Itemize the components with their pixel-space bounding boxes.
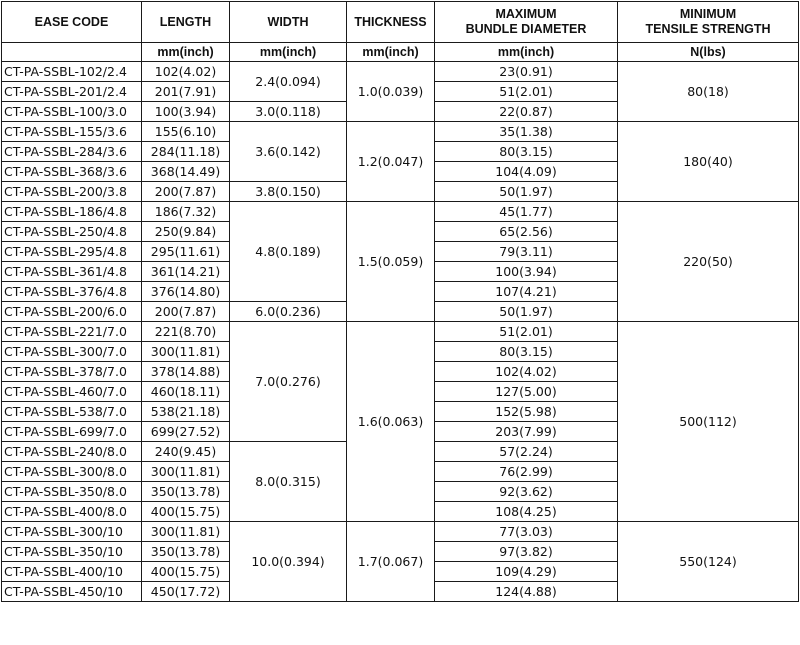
cell-thickness: 1.7(0.067) bbox=[347, 522, 435, 602]
units-bundle: mm(inch) bbox=[435, 43, 618, 62]
cell-length: 400(15.75) bbox=[142, 562, 230, 582]
units-code-blank bbox=[2, 43, 142, 62]
table-row bbox=[2, 522, 799, 542]
cell-bundle: 22(0.87) bbox=[435, 102, 618, 122]
cell-length: 100(3.94) bbox=[142, 102, 230, 122]
cell-code: CT-PA-SSBL-450/10 bbox=[2, 582, 142, 602]
cell-bundle: 23(0.91) bbox=[435, 62, 618, 82]
cell-length: 201(7.91) bbox=[142, 82, 230, 102]
cell-length: 200(7.87) bbox=[142, 302, 230, 322]
cell-length: 460(18.11) bbox=[142, 382, 230, 402]
cell-bundle: 109(4.29) bbox=[435, 562, 618, 582]
units-thickness: mm(inch) bbox=[347, 43, 435, 62]
cell-code: CT-PA-SSBL-538/7.0 bbox=[2, 402, 142, 422]
cell-length: 186(7.32) bbox=[142, 202, 230, 222]
cell-code: CT-PA-SSBL-350/10 bbox=[2, 542, 142, 562]
header-bundle-diameter: MAXIMUM BUNDLE DIAMETER bbox=[435, 2, 618, 43]
cell-bundle: 100(3.94) bbox=[435, 262, 618, 282]
cell-length: 538(21.18) bbox=[142, 402, 230, 422]
cell-bundle: 50(1.97) bbox=[435, 182, 618, 202]
cell-code: CT-PA-SSBL-284/3.6 bbox=[2, 142, 142, 162]
cell-length: 295(11.61) bbox=[142, 242, 230, 262]
cell-length: 361(14.21) bbox=[142, 262, 230, 282]
cell-code: CT-PA-SSBL-350/8.0 bbox=[2, 482, 142, 502]
cell-code: CT-PA-SSBL-376/4.8 bbox=[2, 282, 142, 302]
table-header bbox=[2, 2, 799, 62]
cell-length: 250(9.84) bbox=[142, 222, 230, 242]
cell-length: 400(15.75) bbox=[142, 502, 230, 522]
header-width: WIDTH bbox=[230, 2, 347, 43]
cell-thickness: 1.2(0.047) bbox=[347, 122, 435, 202]
cell-bundle: 203(7.99) bbox=[435, 422, 618, 442]
cell-length: 699(27.52) bbox=[142, 422, 230, 442]
cell-length: 450(17.72) bbox=[142, 582, 230, 602]
cell-code: CT-PA-SSBL-368/3.6 bbox=[2, 162, 142, 182]
cell-code: CT-PA-SSBL-200/3.8 bbox=[2, 182, 142, 202]
cell-length: 350(13.78) bbox=[142, 542, 230, 562]
cell-bundle: 97(3.82) bbox=[435, 542, 618, 562]
cell-width: 6.0(0.236) bbox=[230, 302, 347, 322]
cell-bundle: 76(2.99) bbox=[435, 462, 618, 482]
cell-width: 3.0(0.118) bbox=[230, 102, 347, 122]
table-row bbox=[2, 202, 799, 222]
cell-bundle: 51(2.01) bbox=[435, 82, 618, 102]
cell-length: 300(11.81) bbox=[142, 522, 230, 542]
units-width: mm(inch) bbox=[230, 43, 347, 62]
cell-length: 284(11.18) bbox=[142, 142, 230, 162]
cell-bundle: 51(2.01) bbox=[435, 322, 618, 342]
cell-tensile: 550(124) bbox=[618, 522, 799, 602]
cell-code: CT-PA-SSBL-300/10 bbox=[2, 522, 142, 542]
cell-code: CT-PA-SSBL-300/8.0 bbox=[2, 462, 142, 482]
cell-length: 240(9.45) bbox=[142, 442, 230, 462]
cell-code: CT-PA-SSBL-250/4.8 bbox=[2, 222, 142, 242]
cell-code: CT-PA-SSBL-100/3.0 bbox=[2, 102, 142, 122]
cell-code: CT-PA-SSBL-460/7.0 bbox=[2, 382, 142, 402]
cell-bundle: 108(4.25) bbox=[435, 502, 618, 522]
cell-width: 4.8(0.189) bbox=[230, 202, 347, 302]
cell-length: 368(14.49) bbox=[142, 162, 230, 182]
cell-length: 376(14.80) bbox=[142, 282, 230, 302]
cell-code: CT-PA-SSBL-201/2.4 bbox=[2, 82, 142, 102]
cell-length: 102(4.02) bbox=[142, 62, 230, 82]
cell-bundle: 79(3.11) bbox=[435, 242, 618, 262]
cell-code: CT-PA-SSBL-155/3.6 bbox=[2, 122, 142, 142]
units-length: mm(inch) bbox=[142, 43, 230, 62]
cell-code: CT-PA-SSBL-300/7.0 bbox=[2, 342, 142, 362]
cell-length: 200(7.87) bbox=[142, 182, 230, 202]
cell-code: CT-PA-SSBL-102/2.4 bbox=[2, 62, 142, 82]
cell-code: CT-PA-SSBL-186/4.8 bbox=[2, 202, 142, 222]
cell-bundle: 35(1.38) bbox=[435, 122, 618, 142]
cell-bundle: 45(1.77) bbox=[435, 202, 618, 222]
cell-bundle: 102(4.02) bbox=[435, 362, 618, 382]
cell-code: CT-PA-SSBL-240/8.0 bbox=[2, 442, 142, 462]
cell-code: CT-PA-SSBL-200/6.0 bbox=[2, 302, 142, 322]
header-length: LENGTH bbox=[142, 2, 230, 43]
cell-bundle: 107(4.21) bbox=[435, 282, 618, 302]
cell-thickness: 1.6(0.063) bbox=[347, 322, 435, 522]
cell-tensile: 180(40) bbox=[618, 122, 799, 202]
cell-code: CT-PA-SSBL-378/7.0 bbox=[2, 362, 142, 382]
table-body bbox=[2, 62, 799, 602]
cell-width: 2.4(0.094) bbox=[230, 62, 347, 102]
units-tensile: N(lbs) bbox=[618, 43, 799, 62]
cell-code: CT-PA-SSBL-361/4.8 bbox=[2, 262, 142, 282]
table-row bbox=[2, 122, 799, 142]
table-row bbox=[2, 322, 799, 342]
cell-bundle: 152(5.98) bbox=[435, 402, 618, 422]
cell-bundle: 127(5.00) bbox=[435, 382, 618, 402]
cell-code: CT-PA-SSBL-400/8.0 bbox=[2, 502, 142, 522]
cell-bundle: 50(1.97) bbox=[435, 302, 618, 322]
cell-length: 221(8.70) bbox=[142, 322, 230, 342]
cell-width: 3.8(0.150) bbox=[230, 182, 347, 202]
cell-bundle: 80(3.15) bbox=[435, 142, 618, 162]
cell-bundle: 124(4.88) bbox=[435, 582, 618, 602]
cell-bundle: 57(2.24) bbox=[435, 442, 618, 462]
cell-width: 8.0(0.315) bbox=[230, 442, 347, 522]
table-row bbox=[2, 62, 799, 82]
cell-length: 300(11.81) bbox=[142, 342, 230, 362]
cell-length: 155(6.10) bbox=[142, 122, 230, 142]
cell-thickness: 1.5(0.059) bbox=[347, 202, 435, 322]
cell-length: 378(14.88) bbox=[142, 362, 230, 382]
cable-tie-spec-table bbox=[1, 1, 799, 602]
cell-thickness: 1.0(0.039) bbox=[347, 62, 435, 122]
cell-code: CT-PA-SSBL-221/7.0 bbox=[2, 322, 142, 342]
cell-tensile: 220(50) bbox=[618, 202, 799, 322]
cell-code: CT-PA-SSBL-400/10 bbox=[2, 562, 142, 582]
cell-width: 3.6(0.142) bbox=[230, 122, 347, 182]
cell-bundle: 77(3.03) bbox=[435, 522, 618, 542]
header-thickness: THICKNESS bbox=[347, 2, 435, 43]
cell-bundle: 80(3.15) bbox=[435, 342, 618, 362]
cell-code: CT-PA-SSBL-699/7.0 bbox=[2, 422, 142, 442]
cell-tensile: 80(18) bbox=[618, 62, 799, 122]
cell-length: 350(13.78) bbox=[142, 482, 230, 502]
header-tensile-strength: MINIMUM TENSILE STRENGTH bbox=[618, 2, 799, 43]
cell-width: 10.0(0.394) bbox=[230, 522, 347, 602]
cell-bundle: 104(4.09) bbox=[435, 162, 618, 182]
cell-bundle: 65(2.56) bbox=[435, 222, 618, 242]
cell-tensile: 500(112) bbox=[618, 322, 799, 522]
cell-code: CT-PA-SSBL-295/4.8 bbox=[2, 242, 142, 262]
cell-width: 7.0(0.276) bbox=[230, 322, 347, 442]
cell-length: 300(11.81) bbox=[142, 462, 230, 482]
cell-bundle: 92(3.62) bbox=[435, 482, 618, 502]
header-ease-code: EASE CODE bbox=[2, 2, 142, 43]
